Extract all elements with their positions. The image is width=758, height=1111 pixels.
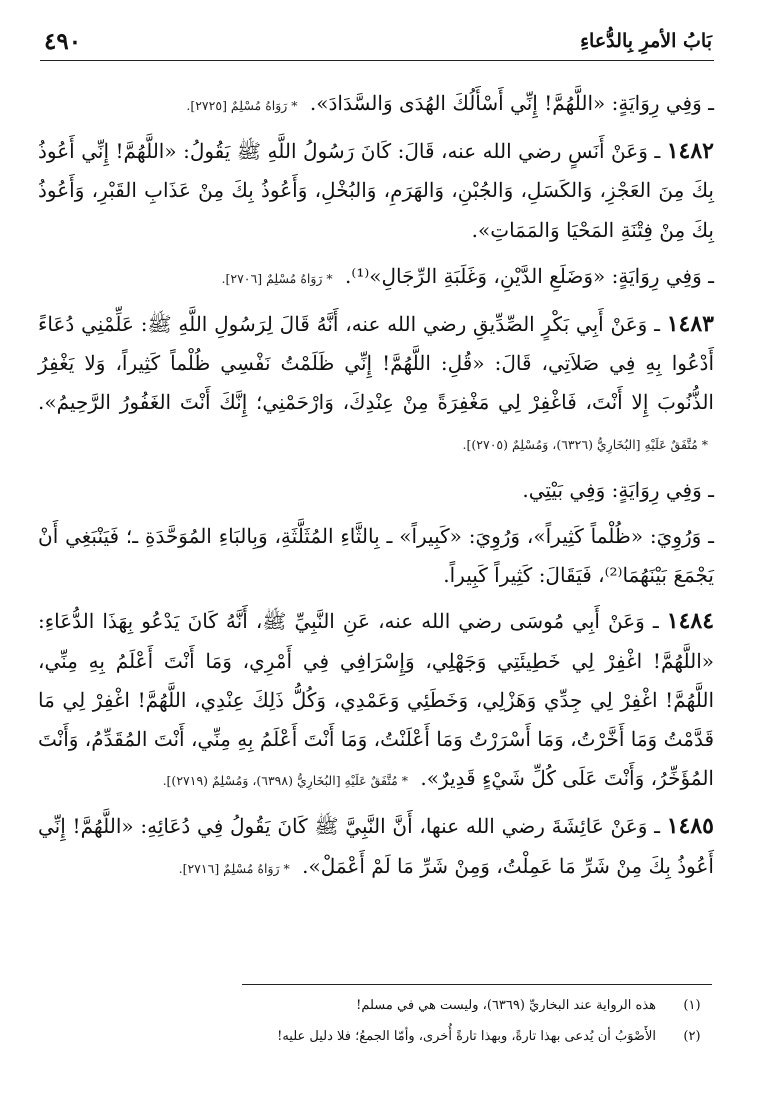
hadith-number: ١٤٨٤ xyxy=(666,608,715,635)
footnote-text: هذه الرواية عند البخاريِّ (٦٣٦٩)، وليست هي في مسلم! xyxy=(356,998,656,1013)
hadith-number: ١٤٨٣ xyxy=(666,311,714,338)
hadith-variant xyxy=(38,84,714,125)
hadith-variant xyxy=(38,471,714,510)
paragraph-text: ـ وَعَنْ أَبِي بَكْرٍ الصِّدِّيقِ رضي الله عنه، أَنَّهُ قَالَ لِرَسُولِ اللَّهِ ﷺ: عَلِّمْنِي دُعَاءً أَدْعُوا بِهِ فِي صَلاَتِي، قَالَ: «قُلِ: اللَّهُمَّ! إِنِّي ظَلَمْتُ نَفْسِي ظُلْماً كَثِيراً، وَلا يَغْفِرُ الذُّنُوبَ إِلا أَنْتَ، فَاغْفِرْ لِي مَغْفِرَةً مِنْ عِنْدِكَ، وَارْحَمْنِي؛ إِنَّكَ أَنْتَ الغَفُورُ الرَّحِيمُ». xyxy=(38,312,714,415)
paragraph-text: ـ وَفِي رِوَايَةٍ: «وَضَلَعِ الدَّيْنِ، وَغَلَبَةِ الرِّجَالِ»⁽¹⁾. xyxy=(345,263,714,288)
hadith-1482 xyxy=(38,132,714,250)
paragraph-text: ـ وَرُوِيَ: «ظُلْماً كَثِيراً»، وَرُوِيَ: «كَبِيراً» ـ بِالثَّاءِ المُثَلَّثَةِ، وَبِالبَاءِ المُوَحَّدَةِ ـ؛ فَيَنْبَغِي أَنْ يَجْمَعَ بَيْنَهُمَا⁽²⁾، فَيَقَالَ: كَثِيراً كَبِيراً. xyxy=(38,524,714,588)
hadith-variant xyxy=(38,257,714,298)
source-reference: * رَوَاهُ مُسْلِمٌ [٢٧٠٦]. xyxy=(221,270,333,286)
hadith-1483 xyxy=(38,305,714,464)
hadith-1485 xyxy=(38,807,714,887)
source-reference: * مُتَّفَقٌ عَلَيْهِ [البُخَارِيُّ (٦٣٩٨)، وَمُسْلِمٌ (٢٧١٩)]. xyxy=(162,773,409,789)
footnote-marker: (٢) xyxy=(683,1029,701,1044)
page-header xyxy=(40,26,714,61)
hadith-1484 xyxy=(38,602,714,800)
paragraph-text: ـ وَفِي رِوَايَةٍ: «اللَّهُمَّ! إِنِّي أَسْأَلُكَ الهُدَى وَالسَّدَادَ». xyxy=(309,91,714,115)
footnote-item xyxy=(40,1021,714,1052)
paragraph-text: ـ وَعَنْ أَبِي مُوسَى رضي الله عنه، عَنِ النَّبِيِّ ﷺ، أَنَّهُ كَانَ يَدْعُو بِهَذَا الدُّعَاءِ: «اللَّهُمَّ! اغْفِرْ لِي خَطِيئَتِي وَجَهْلِي، وَإِسْرَافِي فِي أَمْرِي، وَمَا أَنْتَ أَعْلَمُ بِهِ مِنِّي، اللَّهُمَّ! اغْفِرْ لِي جِدِّي وَهَزْلِي، وَخَطَئِي وَعَمْدِي، وَكُلُّ ذَلِكَ عِنْدِي، اللَّهُمَّ! اغْفِرْ لِي مَا قَدَّمْتُ وَمَا أَخَّرْتُ، وَمَا أَسْرَرْتُ وَمَا أَعْلَنْتُ، وَمَا أَنْتَ أَعْلَمُ بِهِ مِنِّي، أَنْتَ المُقَدِّمُ، وَأَنْتَ المُؤَخِّرُ، وَأَنْتَ عَلَى كُلِّ شَيْءٍ قَدِيرٌ». xyxy=(38,609,714,791)
source-reference: * رَوَاهُ مُسْلِمٌ [٢٧٢٥]. xyxy=(186,98,298,113)
footnotes xyxy=(40,990,714,1052)
paragraph-text: ـ وَفِي رِوَايَةٍ: وَفِي بَيْتِي. xyxy=(522,477,714,502)
footnote-item xyxy=(40,990,714,1021)
paragraph-text: ـ وَعَنْ أَنَسٍ رضي الله عنه، قَالَ: كَانَ رَسُولُ اللَّهِ ﷺ يَقُولُ: «اللَّهُمَّ! إِنِّي أَعُوذُ بِكَ مِنَ العَجْزِ، وَالكَسَلِ، وَالجُبْنِ، وَالهَرَمِ، وَالبُخْلِ، وَأَعُوذُ بِكَ مِنْ عَذَابِ القَبْرِ، وَأَعُوذُ بِكَ مِنْ فِتْنَةِ المَحْيَا وَالمَمَاتِ». xyxy=(38,139,714,242)
footnote-text: الأَصْوَبُ أن يُدعى بهذا تارةً، وبهذا تارةً أُخرى، وأمّا الجمعُ؛ فلا دليل عليه! xyxy=(277,1029,656,1044)
hadith-number: ١٤٨٥ xyxy=(666,813,714,840)
chapter-title: بَابُ الأمرِ بِالدُّعاءِ xyxy=(580,30,712,52)
hadith-variant xyxy=(38,517,714,595)
main-text xyxy=(38,84,714,895)
footnote-marker: (١) xyxy=(683,998,701,1013)
source-reference: * رَوَاهُ مُسْلِمٌ [٢٧١٦]. xyxy=(178,860,290,876)
footnote-divider xyxy=(242,984,712,985)
hadith-number: ١٤٨٢ xyxy=(666,138,714,165)
source-reference: * مُتَّفَقٌ عَلَيْهِ [البُخَارِيُّ (٦٣٢٦)، وَمُسْلِمٌ (٢٧٠٥)]. xyxy=(462,436,708,452)
paragraph-text: ـ وَعَنْ عَائِشَةَ رضي الله عنها، أَنَّ النَّبِيَّ ﷺ كَانَ يَقُولُ فِي دُعَائِهِ: «اللَّهُمَّ! إِنِّي أَعُوذُ بِكَ مِنْ شَرِّ مَا عَمِلْتُ، وَمِنْ شَرِّ مَا لَمْ أَعْمَلْ». xyxy=(38,814,714,878)
page-number: ٤٩٠ xyxy=(44,28,82,55)
